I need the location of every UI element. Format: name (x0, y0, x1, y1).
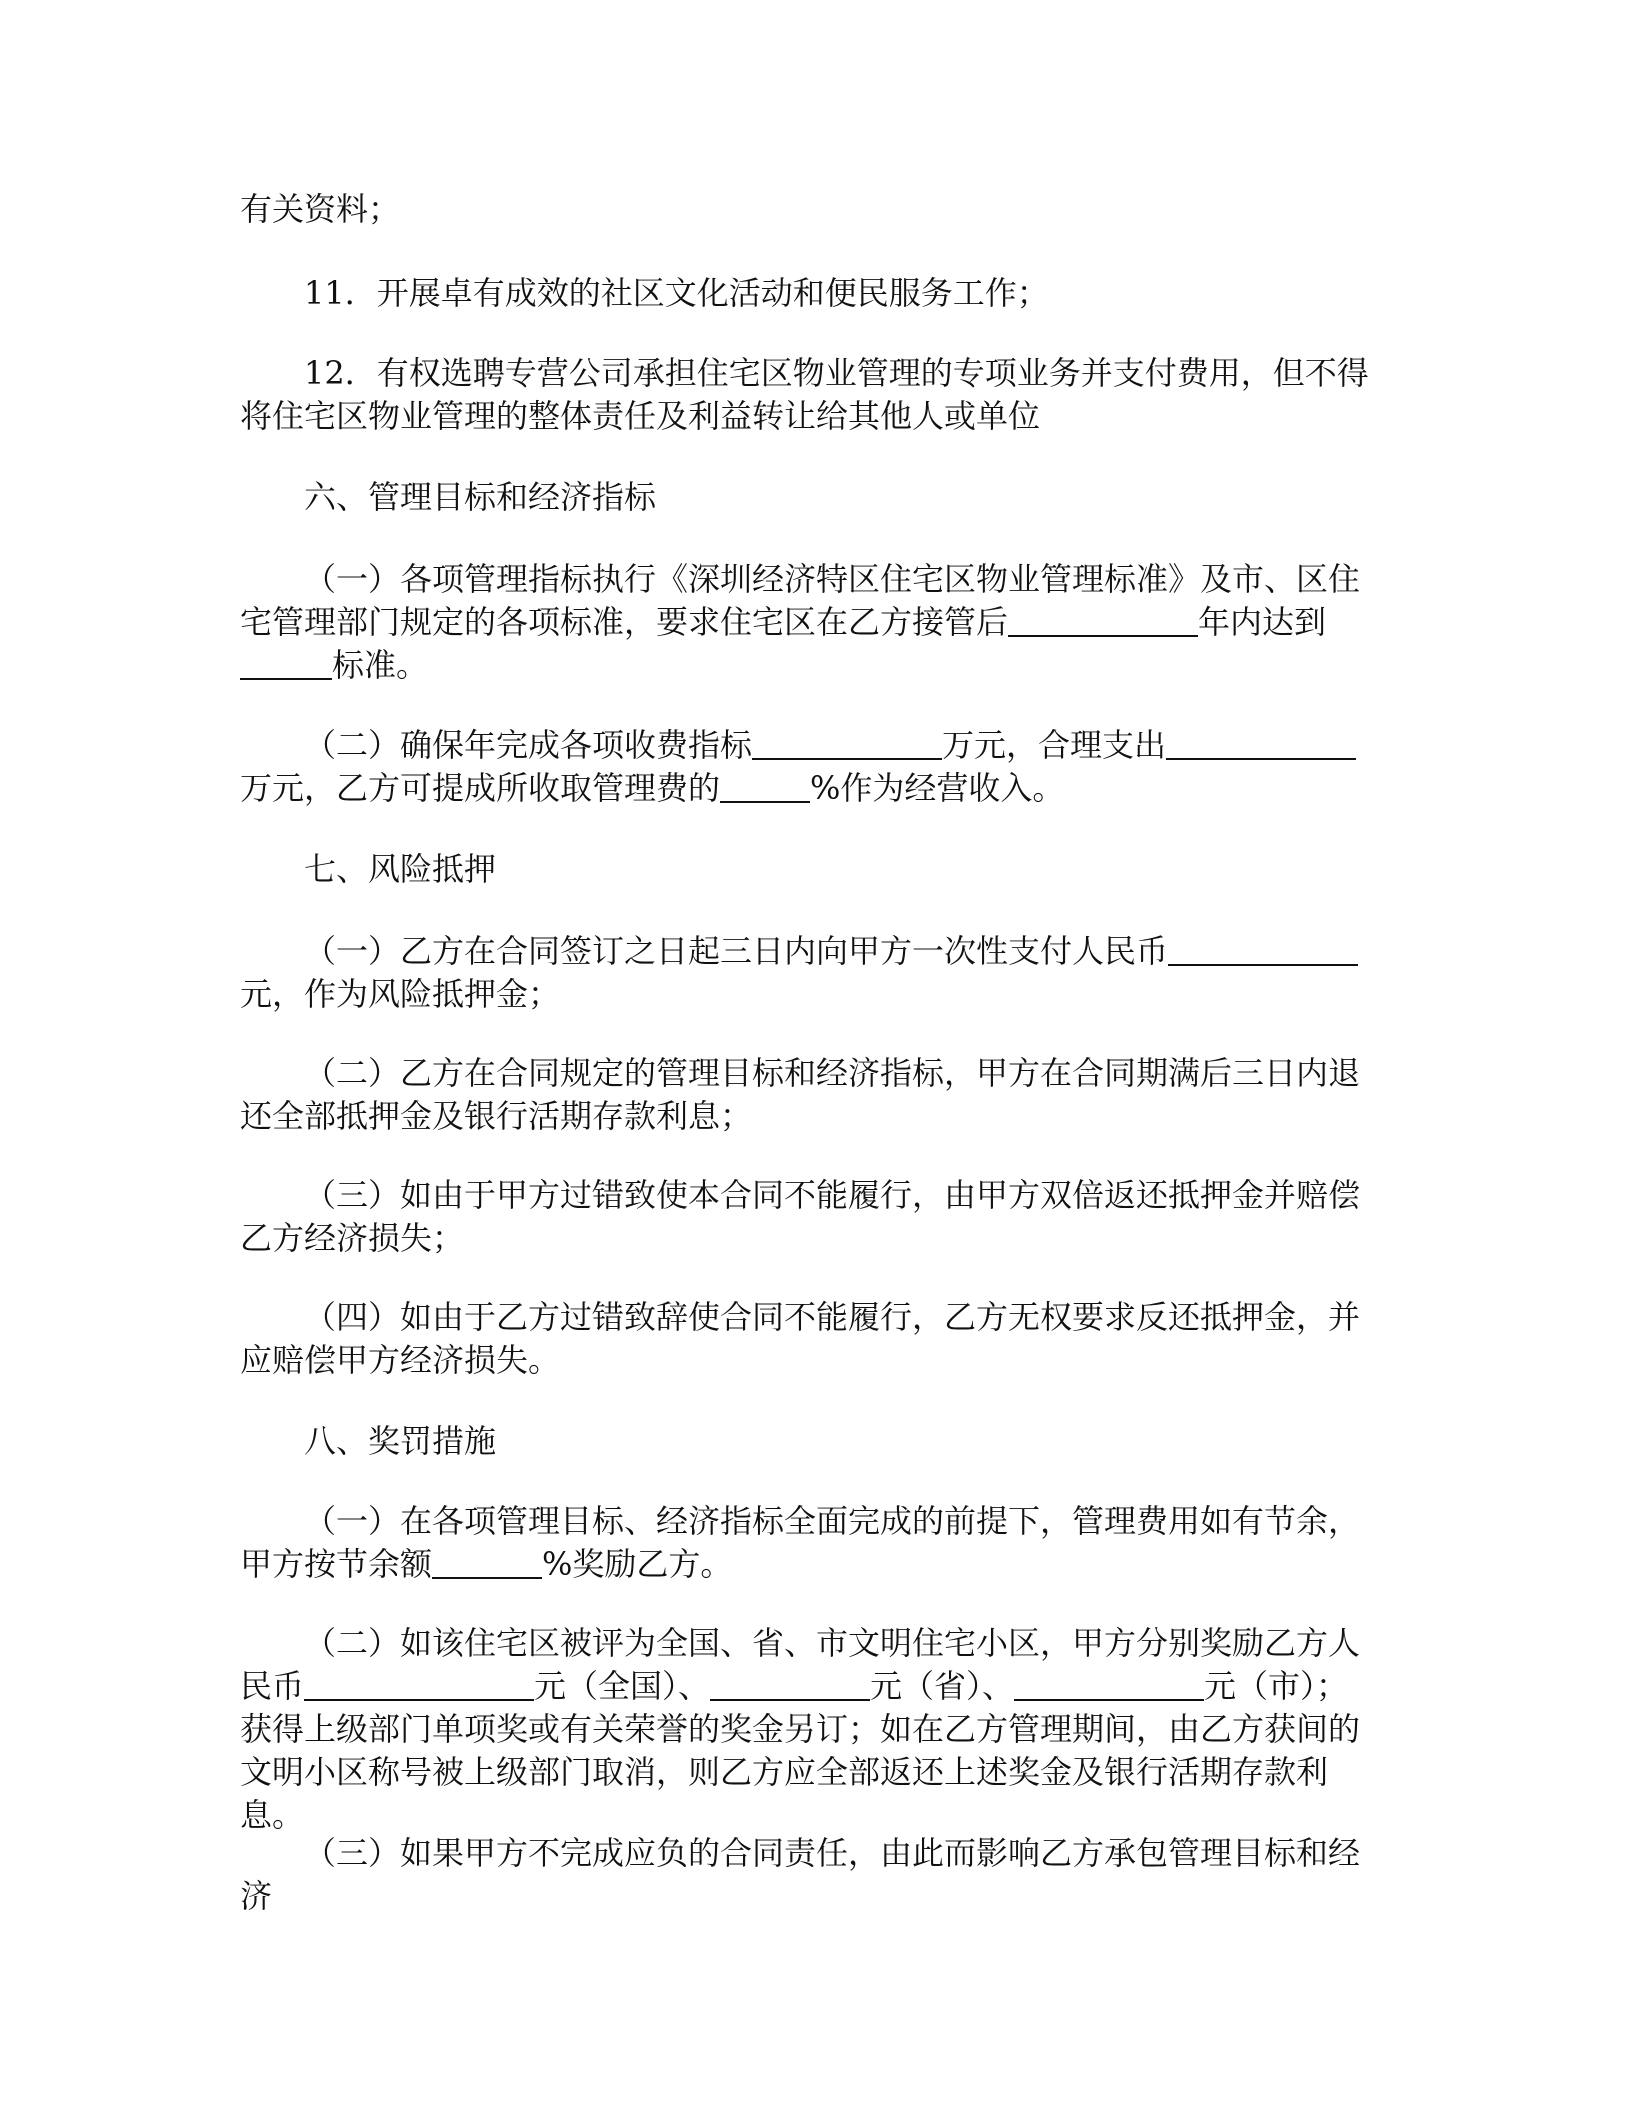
paragraph-6-2 (240, 724, 1380, 810)
text: （二）确保年完成各项收费指标 (304, 726, 753, 764)
text: （二）乙方在合同规定的管理目标和经济指标，甲方在合同期满后三日内退还全部抵押金及银行活期存款利息； (240, 1054, 1361, 1135)
blank-line (710, 1669, 870, 1701)
blank-line (1168, 934, 1358, 966)
text: %作为经营收入。 (810, 769, 1065, 807)
blank-line (1014, 1669, 1204, 1701)
text: （三）如由于甲方过错致使本合同不能履行，由甲方双倍返还抵押金并赔偿乙方经济损失； (240, 1176, 1361, 1257)
paragraph-item-12 (240, 352, 1380, 438)
text: （一）乙方在合同签订之日起三日内向甲方一次性支付人民币 (304, 932, 1169, 970)
text: （一）在各项管理目标、经济指标全面完成的前提下，管理费用如有节余，甲方按节余额 (240, 1502, 1361, 1583)
blank-line (752, 728, 942, 760)
blank-line (720, 771, 810, 803)
text: 12．有权选聘专营公司承担住宅区物业管理的专项业务并支付费用，但不得将住宅区物业管理的整体责任及利益转让给其他人或单位 (240, 354, 1369, 435)
blank-line (1166, 728, 1356, 760)
text: （三）如果甲方不完成应负的合同责任，由此而影响乙方承包管理目标和经济 (240, 1834, 1361, 1915)
text: 元（省）、 (870, 1667, 1015, 1705)
text: 八、奖罚措施 (304, 1422, 497, 1460)
paragraph-7-1 (240, 930, 1380, 1016)
paragraph-8-3 (240, 1832, 1380, 1918)
text: （四）如由于乙方过错致辞使合同不能履行，乙方无权要求反还抵押金，并应赔偿甲方经济损失。 (240, 1298, 1361, 1379)
blank-line (1008, 605, 1198, 637)
text: 元（市）；获得上级部门单项奖或有关荣誉的奖金另订；如在乙方管理期间，由乙方获间的文明小区称号被上级部门取消，则乙方应全部返还上述奖金及银行活期存款利息。 (240, 1667, 1361, 1834)
text: 年内达到 (1198, 603, 1327, 641)
text: 标准。 (332, 646, 429, 684)
text: 六、管理目标和经济指标 (304, 478, 657, 516)
blank-line (240, 648, 332, 680)
paragraph-7-4 (240, 1296, 1380, 1382)
section-heading-6 (240, 476, 1380, 519)
text: 万元，合理支出 (942, 726, 1167, 764)
text: 元（全国）、 (534, 1667, 711, 1705)
text: 有关资料； (240, 190, 401, 228)
paragraph-7-2 (240, 1052, 1380, 1138)
text: 七、风险抵押 (304, 850, 497, 888)
text: 元，作为风险抵押金； (240, 975, 561, 1013)
paragraph-8-1 (240, 1500, 1380, 1586)
paragraph-item-11 (240, 272, 1380, 315)
text: （一）各项管理指标执行《深圳经济特区住宅区物业管理标准》及市、区住宅管理部门规定的各项标准，要求住宅区在乙方接管后 (240, 560, 1361, 641)
blank-line (432, 1547, 542, 1579)
paragraph-6-1 (240, 558, 1380, 687)
paragraph-7-3 (240, 1174, 1380, 1260)
paragraph-continuation (240, 188, 1380, 231)
paragraph-8-2 (240, 1622, 1380, 1837)
text: 11．开展卓有成效的社区文化活动和便民服务工作； (304, 274, 1049, 312)
text: 万元，乙方可提成所收取管理费的 (240, 769, 721, 807)
blank-line (304, 1669, 534, 1701)
text: %奖励乙方。 (542, 1545, 733, 1583)
text: （二）如该住宅区被评为全国、省、市文明住宅小区，甲方分别奖励乙方人民币 (240, 1624, 1361, 1705)
section-heading-7 (240, 848, 1380, 891)
section-heading-8 (240, 1420, 1380, 1463)
